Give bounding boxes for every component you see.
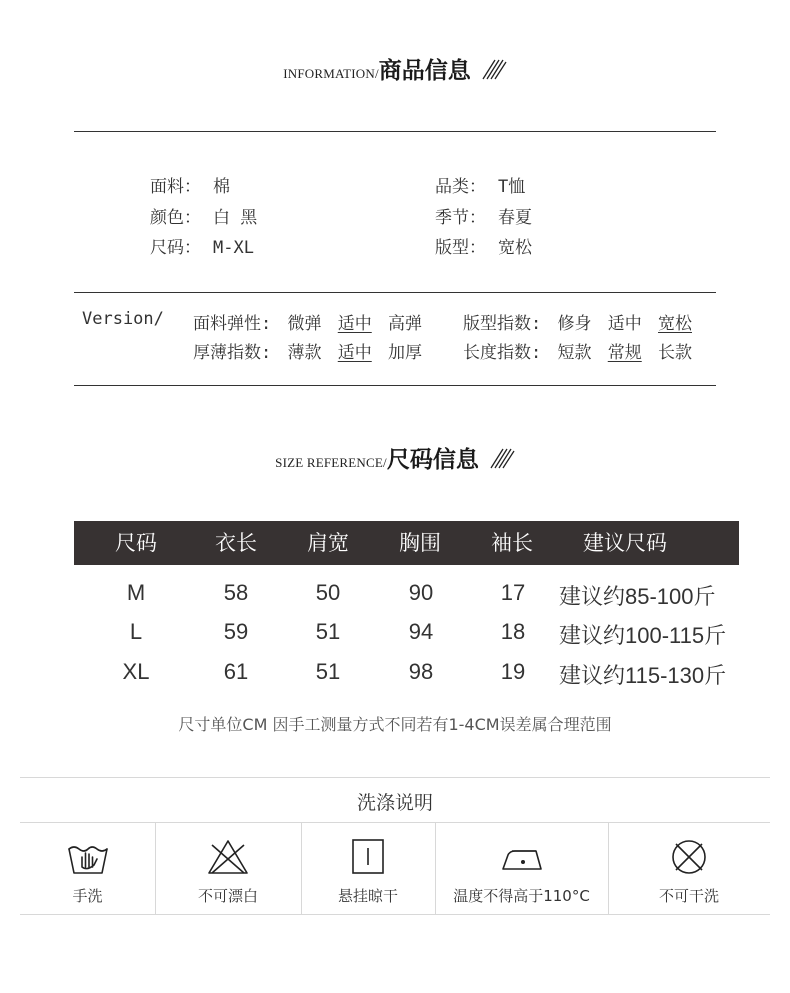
hatch-decoration-icon bbox=[489, 447, 515, 469]
iron-icon bbox=[500, 837, 544, 877]
info-title-zh: 商品信息 bbox=[378, 58, 471, 84]
header-sleeve: 袖长 bbox=[491, 531, 533, 555]
info-item-color: 颜色： 白 黑 bbox=[150, 208, 258, 228]
hang-dry-icon bbox=[346, 837, 390, 877]
care-title: 洗涤说明 bbox=[356, 792, 433, 814]
size-footnote: 尺寸单位CM 因手工测量方式不同若有1-4CM误差属合理范围 bbox=[178, 715, 612, 734]
hand-wash-icon bbox=[66, 837, 110, 877]
divider bbox=[74, 385, 716, 386]
header-suggested: 建议尺码 bbox=[583, 531, 667, 555]
care-item-hand-wash bbox=[20, 823, 155, 914]
info-item-fabric: 面料： 棉 bbox=[150, 177, 230, 197]
care-item-hang-dry bbox=[301, 823, 435, 914]
no-dry-clean-icon bbox=[667, 837, 711, 877]
divider bbox=[74, 131, 716, 132]
header-shoulder: 肩宽 bbox=[307, 531, 349, 555]
care-label: 悬挂晾干 bbox=[337, 887, 398, 905]
header-length: 衣长 bbox=[215, 531, 257, 555]
version-row-thickness: 厚薄指数: 薄款 适中 加厚 bbox=[193, 343, 422, 363]
size-title-zh: 尺码信息 bbox=[386, 447, 479, 473]
info-item-category: 品类： T恤 bbox=[435, 177, 526, 197]
care-item-no-dry-clean bbox=[608, 823, 770, 914]
header-chest: 胸围 bbox=[399, 531, 441, 555]
version-label: Version/ bbox=[82, 309, 164, 329]
info-section-title bbox=[0, 52, 790, 85]
no-bleach-icon bbox=[206, 837, 250, 877]
care-label: 不可干洗 bbox=[658, 887, 719, 905]
divider bbox=[20, 777, 770, 778]
care-item-no-bleach bbox=[155, 823, 301, 914]
info-item-season: 季节： 春夏 bbox=[435, 208, 532, 228]
header-size: 尺码 bbox=[115, 531, 157, 555]
info-item-size: 尺码： M-XL bbox=[150, 238, 254, 258]
size-table-header bbox=[74, 521, 739, 565]
divider bbox=[74, 292, 716, 293]
size-title-en: SIZE REFERENCE/ bbox=[275, 455, 387, 470]
info-title-en: INFORMATION/ bbox=[283, 66, 379, 81]
care-label: 不可漂白 bbox=[197, 887, 258, 905]
size-section-title bbox=[0, 441, 790, 474]
version-row-fit-index: 版型指数: 修身 适中 宽松 bbox=[463, 314, 692, 334]
divider bbox=[20, 914, 770, 915]
info-item-fit: 版型： 宽松 bbox=[435, 238, 532, 258]
version-row-length-index: 长度指数: 短款 常规 长款 bbox=[463, 343, 692, 363]
care-label: 温度不得高于110°C bbox=[453, 887, 590, 905]
care-item-iron bbox=[435, 823, 608, 914]
hatch-decoration-icon bbox=[481, 58, 507, 80]
version-row-elasticity: 面料弹性: 微弹 适中 高弹 bbox=[193, 314, 422, 334]
care-label: 手洗 bbox=[72, 887, 103, 905]
